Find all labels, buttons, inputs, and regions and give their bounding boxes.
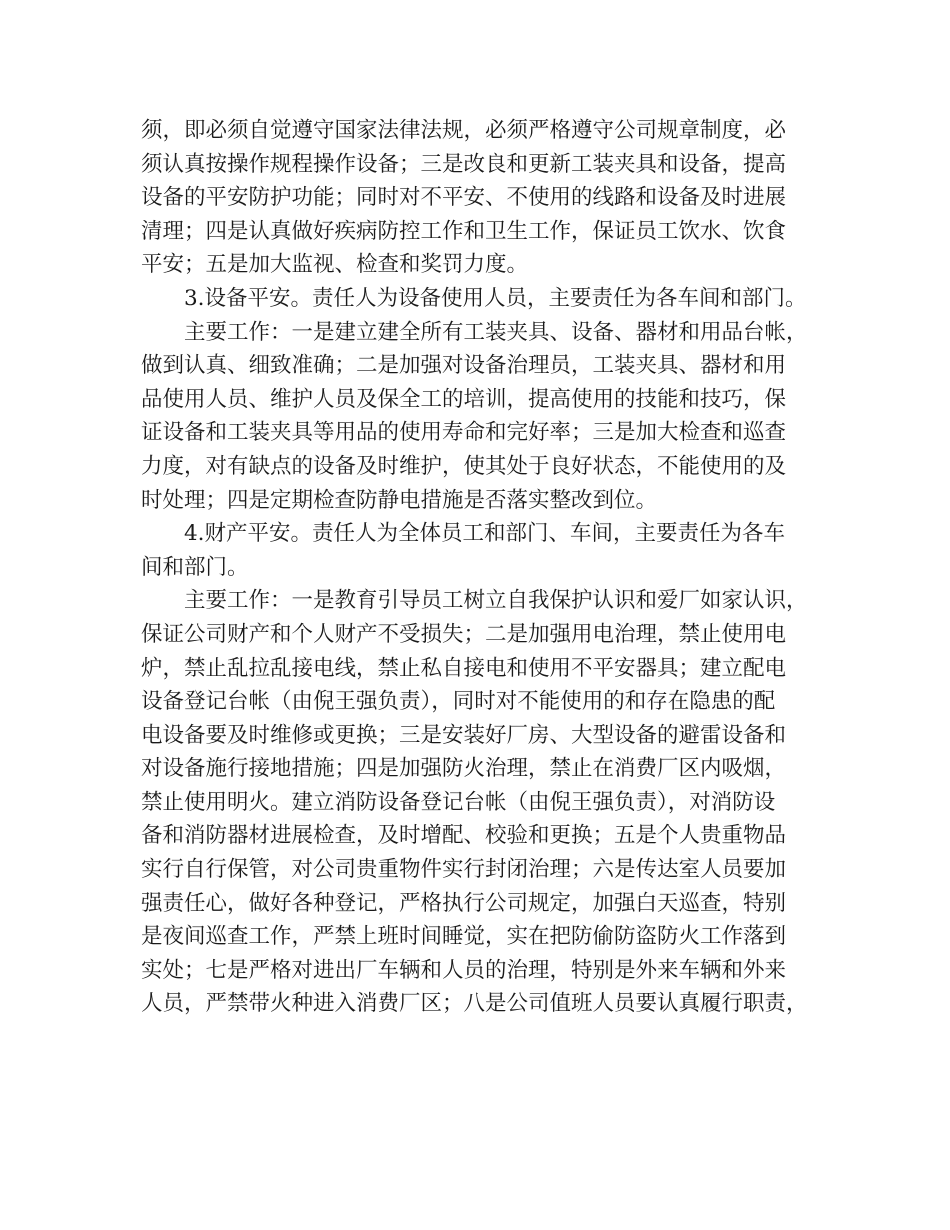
text-line: 对设备施行接地措施；四是加强防火治理，禁止在消费厂区内吸烟，: [141, 756, 787, 782]
text-line: 禁止使用明火。建立消防设备登记台帐（由倪王强负责），对消防设: [141, 789, 776, 815]
text-line: 备和消防器材进展检查，及时增配、校验和更换；五是个人贵重物品: [141, 823, 787, 849]
text-line: 证设备和工装夹具等用品的使用寿命和完好率；三是加大检查和巡查: [141, 420, 787, 446]
document-body: [141, 114, 817, 1021]
text-line: 实行自行保管，对公司贵重物件实行封闭治理；六是传达室人员要加: [141, 857, 787, 883]
text-line: 须认真按操作规程操作设备；三是改良和更新工装夹具和设备，提高: [141, 151, 787, 177]
text-line: 时处理；四是定期检查防静电措施是否落实整改到位。: [141, 487, 658, 513]
text-line: 清理；四是认真做好疾病防控工作和卫生工作，保证员工饮水、饮食: [141, 218, 787, 244]
text-line: 做到认真、细致准确；二是加强对设备治理员，工装夹具、器材和用: [141, 353, 787, 379]
text-line: 保证公司财产和个人财产不受损失；二是加强用电治理，禁止使用电: [141, 621, 787, 647]
text-line: 品使用人员、维护人员及保全工的培训，提高使用的技能和技巧，保: [141, 386, 787, 412]
text-line: 4.财产平安。责任人为全体员工和部门、车间，主要责任为各车: [184, 521, 786, 547]
text-line: 强责任心，做好各种登记，严格执行公司规定，加强白天巡查，特别: [141, 890, 787, 916]
text-line: 3.设备平安。责任人为设备使用人员，主要责任为各车间和部门。: [184, 285, 807, 311]
text-line: 须，即必须自觉遵守国家法律法规，必须严格遵守公司规章制度，必: [141, 118, 787, 143]
text-line: 人员，严禁带火种进入消费厂区；八是公司值班人员要认真履行职责，: [141, 991, 808, 1017]
text-line: 间和部门。: [141, 554, 249, 580]
text-line: 实处；七是严格对进出厂车辆和人员的治理，特别是外来车辆和外来: [141, 957, 787, 983]
text-line: 设备的平安防护功能；同时对不平安、不使用的线路和设备及时进展: [141, 185, 787, 211]
text-line: 设备登记台帐（由倪王强负责），同时对不能使用的和存在隐患的配: [141, 689, 776, 715]
text-line: 炉，禁止乱拉乱接电线，禁止私自接电和使用不平安器具；建立配电: [141, 655, 787, 681]
text-line: 主要工作：一是建立建全所有工装夹具、设备、器材和用品台帐，: [184, 319, 808, 345]
text-line: 平安；五是加大监视、检查和奖罚力度。: [141, 252, 529, 278]
text-line: 主要工作：一是教育引导员工树立自我保护认识和爱厂如家认识，: [184, 588, 808, 614]
text-line: 电设备要及时维修或更换；三是安装好厂房、大型设备的避雷设备和: [141, 722, 787, 748]
text-line: 力度，对有缺点的设备及时维护，使其处于良好状态，不能使用的及: [141, 453, 787, 479]
text-line: 是夜间巡查工作，严禁上班时间睡觉，实在把防偷防盗防火工作落到: [141, 924, 787, 950]
